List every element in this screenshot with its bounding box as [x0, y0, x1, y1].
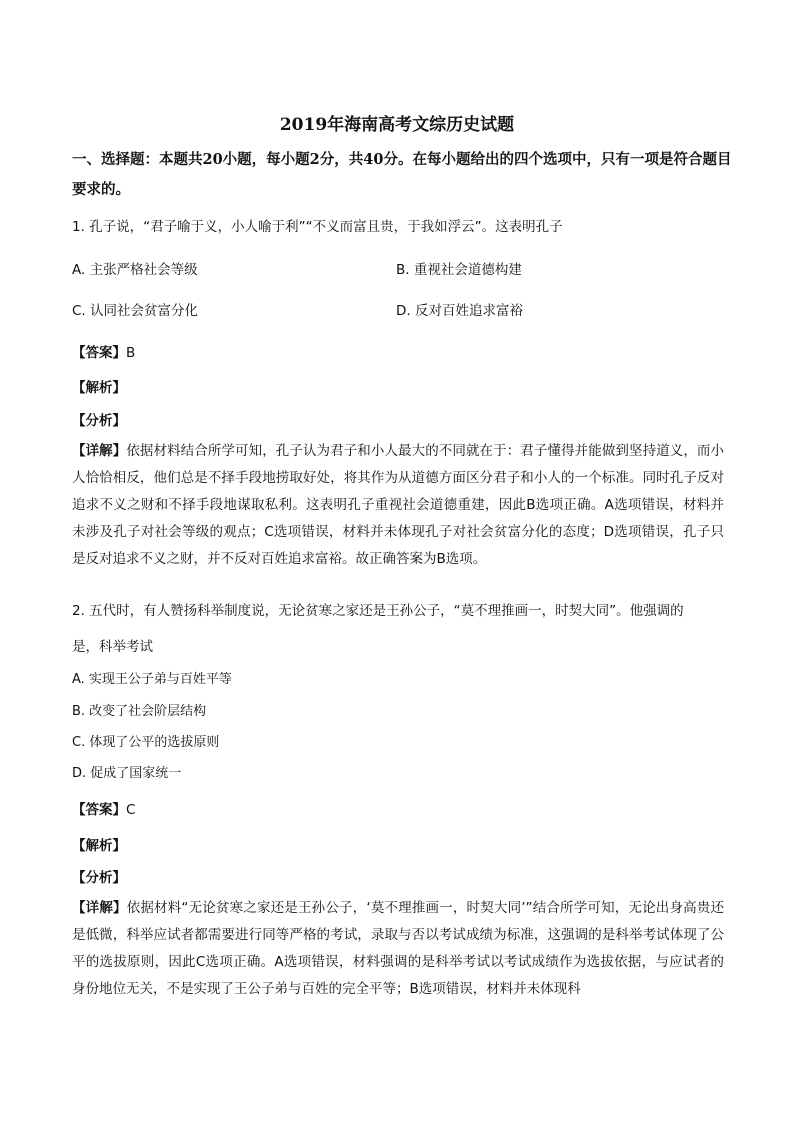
question-1-stem: 1. 孔子说，“君子喻于义，小人喻于利”“不义而富且贵，于我如浮云”。这表明孔子 — [72, 219, 563, 235]
question-1-fenxi-tag: 【分析】 — [72, 413, 126, 429]
detail-tag: 【详解】 — [72, 443, 127, 459]
question-2-option-a: A. 实现王公子弟与百姓平等 — [72, 672, 232, 687]
answer-value: C — [126, 802, 136, 818]
question-2-fenxi-tag: 【分析】 — [72, 870, 126, 886]
section-header: 一、选择题：本题共20小题，每小题2分，共40分。在每小题给出的四个选项中，只有一项是符合题目要求的。 — [72, 151, 732, 198]
question-2-option-b: B. 改变了社会阶层结构 — [72, 704, 207, 719]
detail-text: 依据材料结合所学可知，孔子认为君子和小人最大的不同就在于：君子懂得并能做到坚持道义，而小人恰恰相反，他们总是不择手段地捞取好处，将其作为从道德方面区分君子和小人的一个标准。同时孔子反对追求不义之财和不择手段地谋取私利。这表明孔子重视社会道德重建，因此B选项正确。A选项错误，材料并未涉及孔子对社会等级的观点；C选项错误，材料并未体现孔子对社会贫富分化的态度；D选项错误，孔子只是反对追求不义之财，并不反对百姓追求富裕。故正确答案为B选项。 — [72, 443, 725, 567]
question-1-option-c: C. 认同社会贫富分化 — [72, 303, 199, 319]
question-2-option-d: D. 促成了国家统一 — [72, 766, 182, 781]
question-1-option-b: B. 重视社会道德构建 — [396, 262, 522, 278]
question-2-stem-line-2: 是，科举考试 — [72, 639, 153, 655]
question-1-detail — [72, 438, 724, 573]
detail-text: 依据材料“无论贫寒之家还是王孙公子，‘莫不理推画一，时契大同’”结合所学可知，无论出身高贵还是低微，科举应试者都需要进行同等严格的考试，录取与否以考试成绩为标准，这强调的是科举考试体现了公平的选拔原则，因此C选项正确。A选项错误，材料强调的是科举考试以考试成绩作为选拔依据，与应试者的身份地位无关，不是实现了王公子弟与百姓的完全平等；B选项错误，材料并未体现科 — [72, 900, 724, 997]
question-2-answer — [72, 800, 135, 820]
answer-value: B — [126, 345, 136, 361]
detail-tag: 【详解】 — [72, 900, 127, 916]
question-2-analysis-tag: 【解析】 — [72, 838, 126, 854]
page-title: 2019年海南高考文综历史试题 — [279, 115, 515, 135]
question-1-option-d: D. 反对百姓追求富裕 — [396, 303, 523, 319]
answer-tag: 【答案】 — [72, 802, 126, 818]
answer-tag: 【答案】 — [72, 345, 126, 361]
question-1-analysis-tag: 【解析】 — [72, 380, 126, 396]
question-2-detail — [72, 895, 724, 1003]
question-2-option-c: C. 体现了公平的选拔原则 — [72, 735, 220, 750]
question-1-answer — [72, 343, 135, 363]
question-2-stem-line-1: 2. 五代时，有人赞扬科举制度说，无论贫寒之家还是王孙公子，“莫不理推画一，时契大同”。他强调的 — [72, 603, 684, 619]
question-1-option-a: A. 主张严格社会等级 — [72, 262, 198, 278]
